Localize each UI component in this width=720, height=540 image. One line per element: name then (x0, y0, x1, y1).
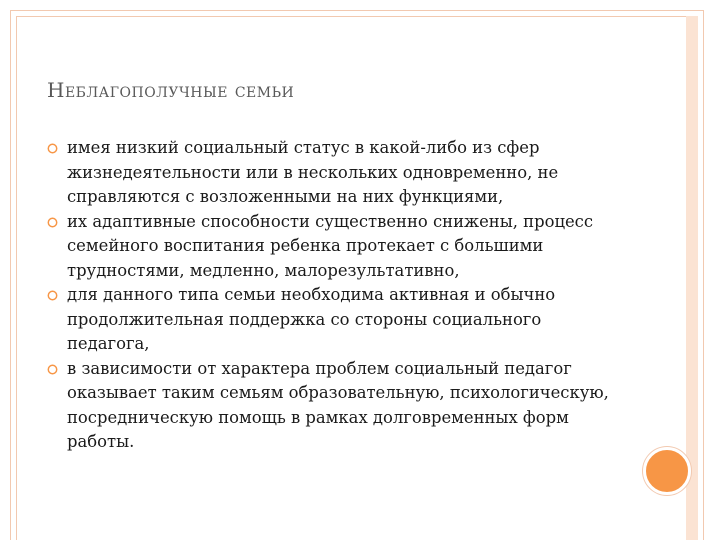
bullet-icon (47, 290, 58, 301)
bullet-text: для данного типа семьи необходима активная и обычно продолжительная поддержка со стороны социального педагога, (67, 285, 556, 353)
list-item (47, 357, 622, 455)
list-item (47, 283, 622, 357)
bullet-list (47, 136, 622, 455)
bullet-icon (47, 364, 58, 375)
bullet-text: в зависимости от характера проблем социальный педагог оказывает таким семьям образовательную, психологическую, посредническую помощь в рамках долговременных форм работы. (67, 358, 609, 451)
bullet-text: их адаптивные способности существенно снижены, процесс семейного воспитания ребенка протекает с большими трудностями, медленно, малорезультативно, (67, 211, 594, 280)
slide-title: Неблагополучные семьи (47, 78, 295, 102)
bullet-icon (47, 217, 58, 228)
bullet-text: имея низкий социальный статус в какой-либо из сфер жизнедеятельности или в нескольких одновременно, не справляются с возложенными на них функциями, (67, 138, 559, 206)
list-item (47, 136, 622, 210)
list-item (47, 210, 622, 284)
decorative-circle (643, 447, 691, 495)
bullet-icon (47, 143, 58, 154)
